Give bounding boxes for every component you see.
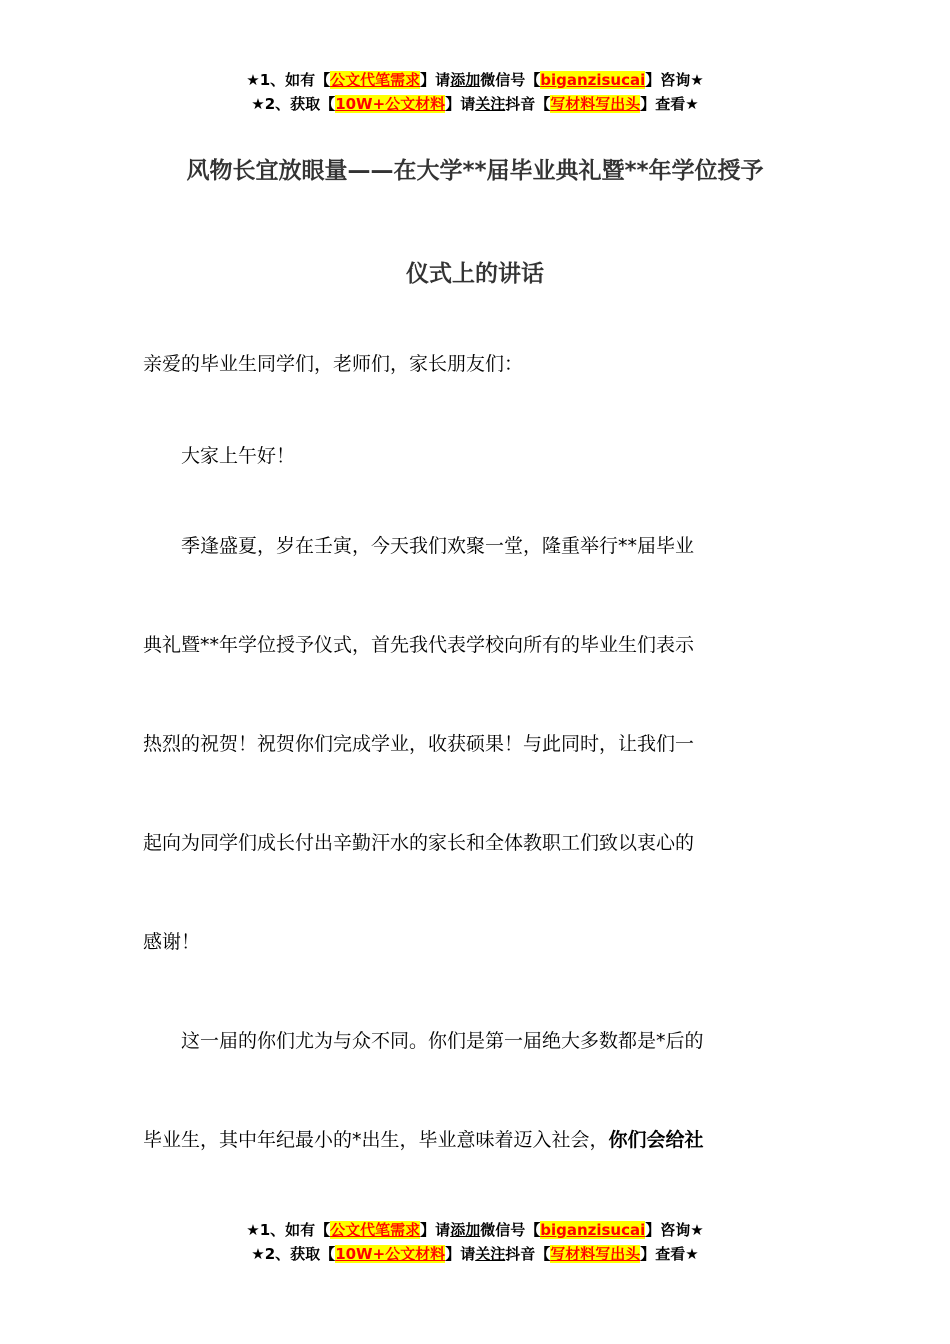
footer-banner — [0, 1218, 950, 1266]
banner-line-2: ★2、获取【10W+公文材料】请关注抖音【写材料写出头】查看★ — [251, 95, 699, 113]
paragraph-line: 毕业生，其中年纪最小的*出生，毕业意味着迈入社会，你们会给社 — [143, 1129, 704, 1151]
paragraph-line: 感谢！ — [143, 931, 201, 953]
paragraph-line: 典礼暨**年学位授予仪式，首先我代表学校向所有的毕业生们表示 — [143, 634, 695, 656]
highlight-douyin-account: 写材料写出头 — [550, 95, 641, 113]
highlight-materials: 10W+公文材料 — [335, 1245, 446, 1263]
salutation: 亲爱的毕业生同学们，老师们，家长朋友们： — [143, 353, 524, 375]
paragraph-line: 季逢盛夏，岁在壬寅，今天我们欢聚一堂，隆重举行**届毕业 — [181, 535, 695, 557]
paragraph-line: 热烈的祝贺！祝贺你们完成学业，收获硕果！与此同时，让我们一 — [143, 733, 695, 755]
document-title-line-1: 风物长宜放眼量——在大学**届毕业典礼暨**年学位授予 — [186, 158, 764, 184]
highlight-ghostwriting: 公文代笔需求 — [330, 71, 421, 89]
highlight-wechat-id: biganzisucai — [540, 1221, 646, 1239]
greeting: 大家上午好！ — [181, 445, 296, 467]
highlight-douyin-account: 写材料写出头 — [550, 1245, 641, 1263]
highlight-ghostwriting: 公文代笔需求 — [330, 1221, 421, 1239]
document-title-line-2: 仪式上的讲话 — [406, 261, 544, 287]
header-banner — [0, 68, 950, 116]
banner-line-1: ★1、如有【公文代笔需求】请添加微信号【biganzisucai】咨询★ — [246, 1221, 704, 1239]
body-paragraphs — [143, 497, 808, 1190]
banner-line-2: ★2、获取【10W+公文材料】请关注抖音【写材料写出头】查看★ — [251, 1245, 699, 1263]
paragraph-line: 起向为同学们成长付出辛勤汗水的家长和全体教职工们致以衷心的 — [143, 832, 695, 854]
highlight-wechat-id: biganzisucai — [540, 71, 646, 89]
highlight-materials: 10W+公文材料 — [335, 95, 446, 113]
bold-text: 你们会给社 — [608, 1129, 704, 1151]
paragraph-line: 这一届的你们尤为与众不同。你们是第一届绝大多数都是*后的 — [181, 1030, 704, 1052]
banner-line-1: ★1、如有【公文代笔需求】请添加微信号【biganzisucai】咨询★ — [246, 71, 704, 89]
